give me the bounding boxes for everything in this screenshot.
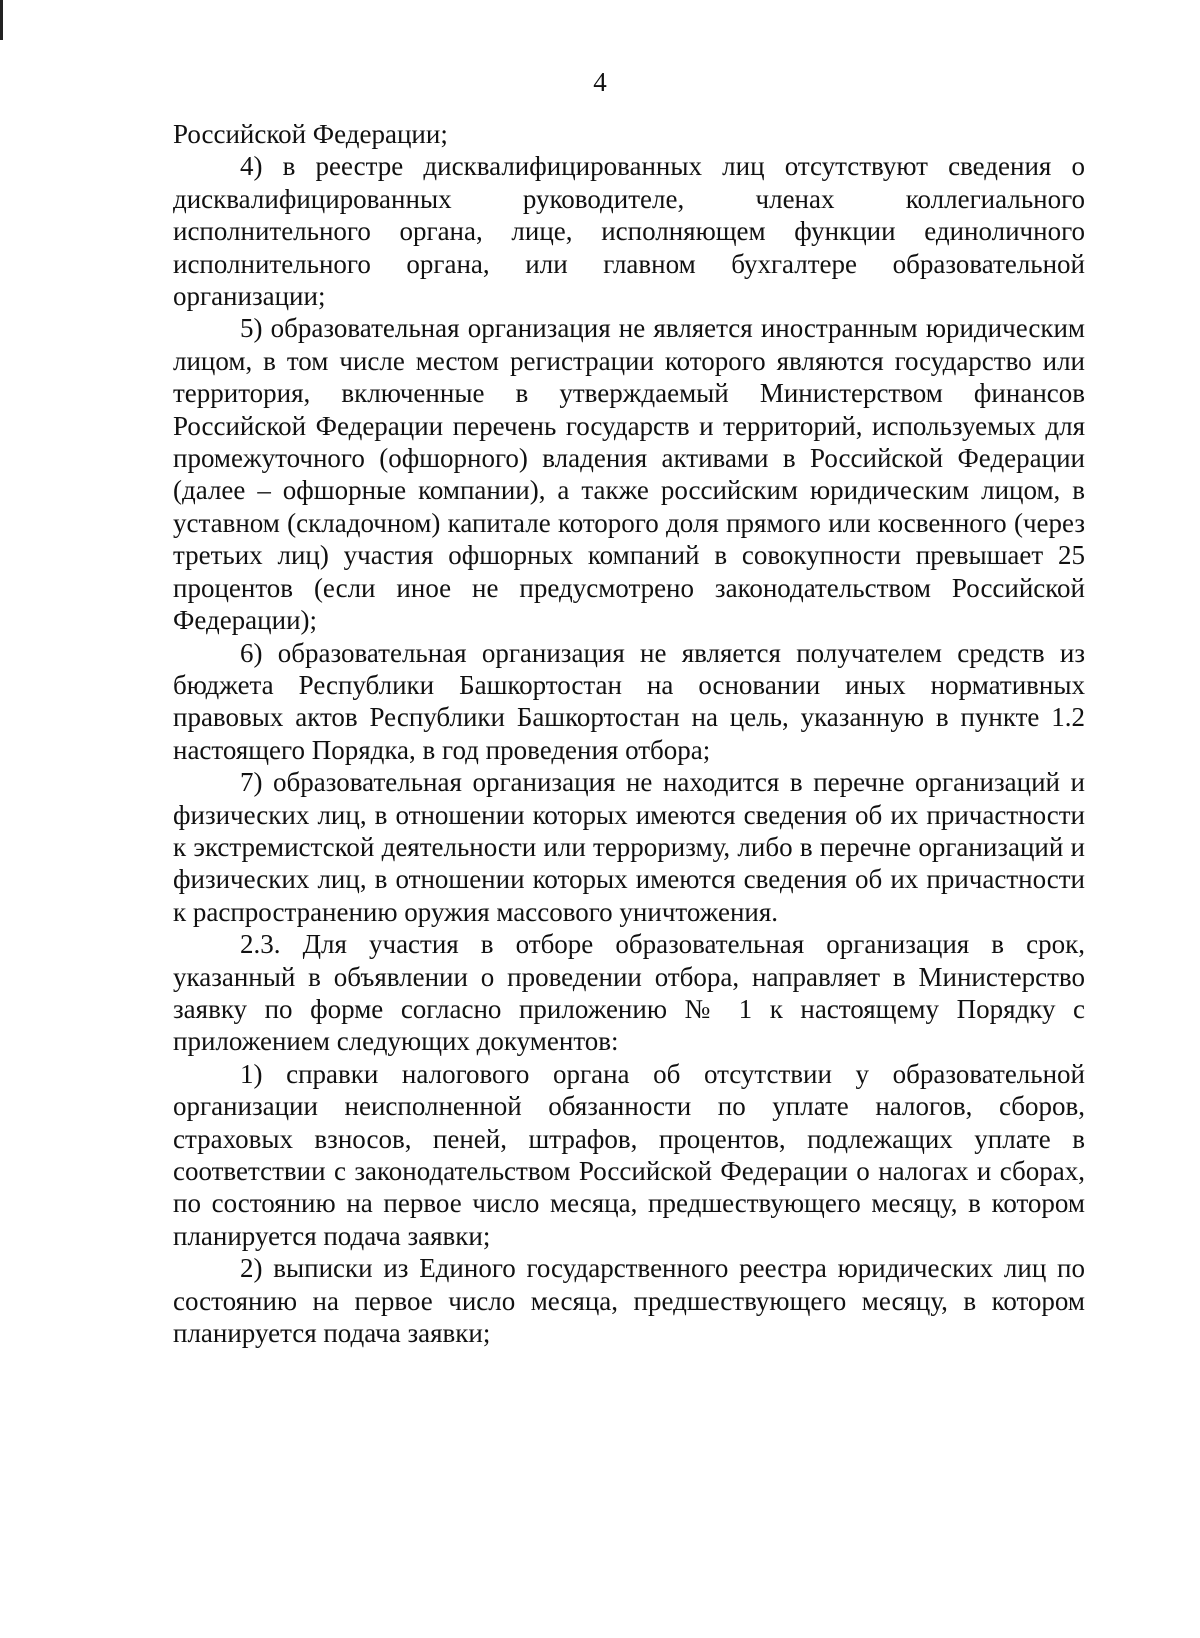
paragraph-item-6: 6) образовательная организация не является получателем средств из бюджета Республики Башкортостан на основании иных нормативных правовых актов Республики Башкортостан на цель, указанную в пункте 1.2 настоящего Порядка, в год проведения отбора;: [173, 637, 1085, 765]
paragraph-item-4: 4) в реестре дисквалифицированных лиц отсутствуют сведения о дисквалифицированных руководителе, членах коллегиального исполнительного органа, лице, исполняющем функции единоличного исполнительного органа, или главном бухгалтере образовательной организации;: [173, 151, 1085, 312]
paragraph-document-2: 2) выписки из Единого государственного реестра юридических лиц по состоянию на первое число месяца, предшествующего месяцу, в котором планируется подача заявки;: [173, 1253, 1085, 1349]
document-body: [173, 118, 1085, 1349]
scan-edge-mark: [0, 0, 3, 40]
paragraph-document-1: 1) справки налогового органа об отсутствии у образовательной организации неисполненной обязанности по уплате налогов, сборов, страховых взносов, пеней, штрафов, процентов, подлежащих уплате в соответствии с законодательством Российской Федерации о налогах и сборах, по состоянию на первое число месяца, предшествующего месяцу, в котором планируется подача заявки;: [173, 1058, 1085, 1251]
page-number: 4: [593, 67, 607, 97]
paragraph-continuation: Российской Федерации;: [173, 119, 448, 149]
paragraph-item-7: 7) образовательная организация не находится в перечне организаций и физических лиц, в отношении которых имеются сведения об их причастности к экстремистской деятельности или терроризму, либо в перечне организаций и физических лиц, в отношении которых имеются сведения об их причастности к распространению оружия массового уничтожения.: [173, 767, 1085, 927]
paragraph-section-2-3: 2.3. Для участия в отборе образовательная организация в срок, указанный в объявлении о проведении отбора, направляет в Министерство заявку по форме согласно приложению № 1 к настоящему Порядку с приложением следующих документов:: [173, 929, 1085, 1057]
paragraph-item-5: 5) образовательная организация не является иностранным юридическим лицом, в том числе местом регистрации которого являются государство или территория, включенные в утверждаемый Министерством финансов Российской Федерации перечень государств и территорий, используемых для промежуточного (офшорного) владения активами в Российской Федерации (далее – офшорные компании), а также российским юридическим лицом, в уставном (складочном) капитале которого доля прямого или косвенного (через третьих лиц) участия офшорных компаний в совокупности превышает 25 процентов (если иное не предусмотрено законодательством Российской Федерации);: [173, 313, 1085, 636]
